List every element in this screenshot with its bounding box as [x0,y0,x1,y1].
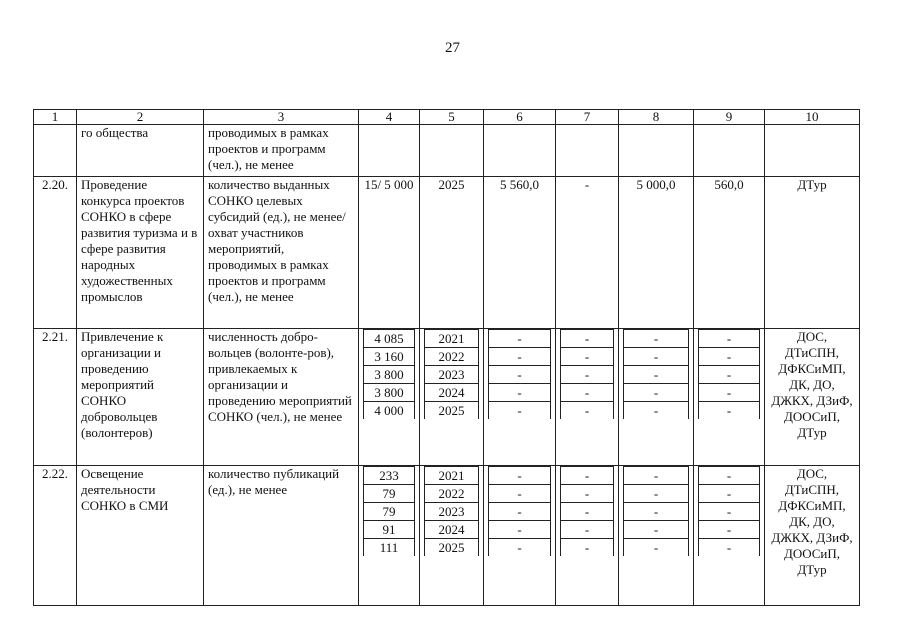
dash: - [624,485,689,503]
header-cell: 10 [765,110,860,125]
funding-col7: - [556,177,619,329]
dash: - [489,384,551,402]
dash: - [624,539,689,557]
dash: - [489,539,551,557]
dash: - [561,521,614,539]
values-cell [359,329,420,466]
dash: - [699,402,760,420]
funding-col7 [556,466,619,606]
funding-col8: 5 000,0 [619,177,694,329]
dash: - [699,348,760,366]
dash: - [624,384,689,402]
header-cell: 1 [34,110,77,125]
header-cell: 7 [556,110,619,125]
year: 2022 [425,348,479,366]
indicator-value: 91 [364,521,415,539]
dash: - [624,402,689,420]
dash: - [699,539,760,557]
year: 2024 [425,384,479,402]
dash: - [561,503,614,521]
funding-total: 5 560,0 [484,177,556,329]
executors: ДОС, ДТиСПН, ДФКСиМП, ДК, ДО, ДЖКХ, ДЗиФ, ДООСиП, ДТур [765,329,860,466]
indicator-value: 4 000 [364,402,415,420]
measure-name: Привлечение к организации и проведению мероприятий СОНКО добровольцев (волонтеров) [77,329,204,466]
table-row [34,125,860,177]
funding-col6 [484,466,556,606]
header-cell: 5 [420,110,484,125]
indicator: проводимых в рамках проектов и программ (чел.), не менее [204,125,359,177]
values-cell [359,466,420,606]
row-number: 2.20. [34,177,77,329]
year: 2025 [425,402,479,420]
year: 2023 [425,503,479,521]
dash: - [489,402,551,420]
year: 2021 [425,467,479,485]
indicator: численность добро-вольцев (волонте-ров), привлекаемых к организации и проведению мероприятий СОНКО (чел.), не менее [204,329,359,466]
year: 2025 [425,539,479,557]
header-row [34,110,860,125]
funding-col9 [694,329,765,466]
page-number: 27 [445,40,460,56]
dash: - [624,521,689,539]
funding-col9 [694,466,765,606]
header-cell: 3 [204,110,359,125]
year: 2021 [425,330,479,348]
dash: - [561,539,614,557]
dash: - [561,330,614,348]
measure-name: Проведение конкурса проектов СОНКО в сфере развития туризма и в сфере развития народных художественных промыслов [77,177,204,329]
funding-col7 [556,329,619,466]
dash: - [699,503,760,521]
indicator-value: 4 085 [364,330,415,348]
funding-col8 [619,466,694,606]
executors: ДТур [765,177,860,329]
indicator-value: 79 [364,485,415,503]
executors: ДОС, ДТиСПН, ДФКСиМП, ДК, ДО, ДЖКХ, ДЗиФ, ДООСиП, ДТур [765,466,860,606]
indicator-value: 3 160 [364,348,415,366]
dash: - [489,348,551,366]
dash: - [624,503,689,521]
header-cell: 4 [359,110,420,125]
header-cell: 8 [619,110,694,125]
row-number: 2.21. [34,329,77,466]
years-cell [420,466,484,606]
dash: - [699,366,760,384]
dash: - [489,330,551,348]
dash: - [699,384,760,402]
header-cell: 9 [694,110,765,125]
dash: - [561,402,614,420]
indicator: количество публикаций (ед.), не менее [204,466,359,606]
dash: - [699,467,760,485]
dash: - [699,330,760,348]
dash: - [699,521,760,539]
indicator-value: 79 [364,503,415,521]
indicator-value: 15/ 5 000 [359,177,420,329]
indicator-value: 111 [364,539,415,557]
year: 2022 [425,485,479,503]
dash: - [561,366,614,384]
year: 2024 [425,521,479,539]
dash: - [489,366,551,384]
dash: - [489,467,551,485]
year: 2025 [420,177,484,329]
indicator-value: 3 800 [364,366,415,384]
years-cell [420,329,484,466]
dash: - [561,467,614,485]
row-number: 2.22. [34,466,77,606]
dash: - [561,348,614,366]
dash: - [624,366,689,384]
dash: - [699,485,760,503]
indicator-value: 3 800 [364,384,415,402]
program-table [33,109,860,606]
indicator: количество выданных СОНКО целевых субсидий (ед.), не менее/ охват участников мероприятий, проводимых в рамках проектов и программ (чел.), не менее [204,177,359,329]
measure-name: Освещение деятельности СОНКО в СМИ [77,466,204,606]
dash: - [624,330,689,348]
dash: - [624,348,689,366]
funding-col6 [484,329,556,466]
dash: - [489,485,551,503]
table-row [34,466,860,606]
dash: - [489,521,551,539]
dash: - [561,485,614,503]
table-row [34,329,860,466]
dash: - [489,503,551,521]
indicator-value: 233 [364,467,415,485]
dash: - [561,384,614,402]
measure-name: го общества [77,125,204,177]
funding-col9: 560,0 [694,177,765,329]
dash: - [624,467,689,485]
funding-col8 [619,329,694,466]
header-cell: 2 [77,110,204,125]
header-cell: 6 [484,110,556,125]
year: 2023 [425,366,479,384]
table-row [34,177,860,329]
